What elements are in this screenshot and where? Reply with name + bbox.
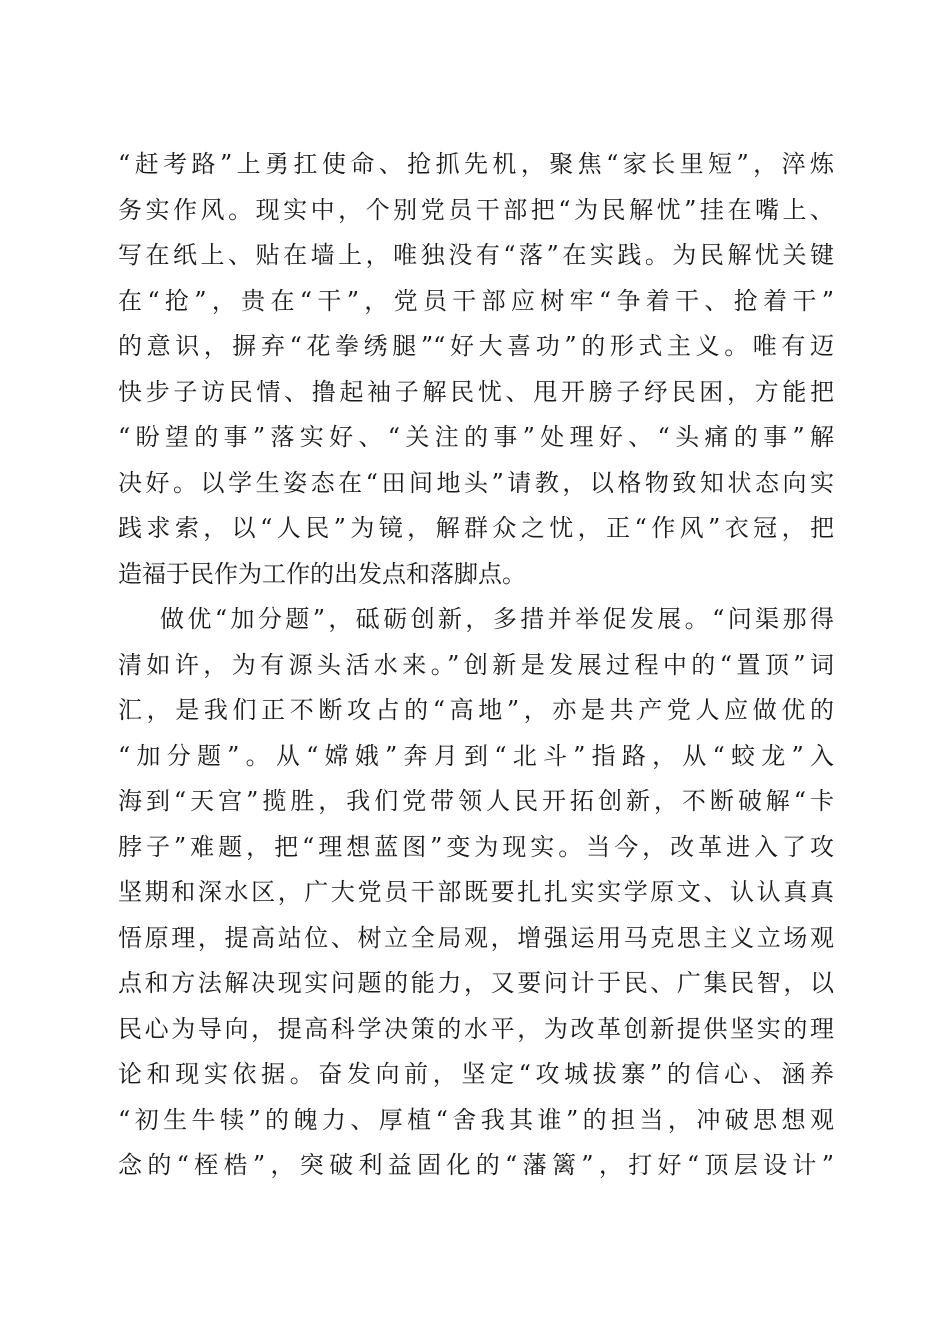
text-line: 民心为导向，提高科学决策的水平，为改革创新提供坚实的理 <box>118 1014 834 1043</box>
text-line: “初生牛犊”的魄力、厚植“舍我其谁”的担当，冲破思想观 <box>118 1105 834 1134</box>
text-line: 在“抢”，贵在“干”，党员干部应树牢“争着干、抢着干” <box>118 286 834 315</box>
text-line: 写在纸上、贴在墙上，唯独没有“落”在实践。为民解忧关键 <box>118 241 834 269</box>
paragraph-2 <box>118 597 834 1189</box>
text-line: 践求索，以“人民”为镜，解群众之忧，正“作风”衣冠，把 <box>118 514 834 542</box>
paragraph-1 <box>118 142 834 597</box>
text-line: 论和现实依据。奋发向前，坚定“攻城拔寨”的信心、涵养 <box>118 1060 834 1088</box>
text-line: 悟原理，提高站位、树立全局观，增强运用马克思主义立场观 <box>118 923 834 952</box>
text-line: 的意识，摒弃“花拳绣腿”“好大喜功”的形式主义。唯有迈 <box>118 332 834 360</box>
text-line: “盼望的事”落实好、“关注的事”处理好、“头痛的事”解 <box>118 423 834 451</box>
text-line: 坚期和深水区，广大党员干部既要扎扎实实学原文、认认真真 <box>118 878 834 906</box>
text-line: 快步子访民情、撸起袖子解民忧、甩开膀子纾民困，方能把 <box>118 377 834 406</box>
text-line: 造福于民作为工作的出发点和落脚点。 <box>118 559 526 588</box>
document-body <box>118 142 834 1189</box>
text-line: 脖子”难题，把“理想蓝图”变为现实。当今，改革进入了攻 <box>118 832 834 861</box>
text-line: 点和方法解决现实问题的能力，又要问计于民、广集民智，以 <box>118 969 834 997</box>
text-line: “赶考路”上勇扛使命、抢抓先机，聚焦“家长里短”，淬炼 <box>118 150 834 178</box>
text-line: 海到“天宫”揽胜，我们党带领人民开拓创新，不断破解“卡 <box>118 787 834 815</box>
text-line: 做优“加分题”，砥砺创新，多措并举促发展。“问渠那得 <box>160 605 834 633</box>
text-line: 念的“桎梏”，突破利益固化的“藩篱”，打好“顶层设计” <box>118 1151 834 1179</box>
text-line: 决好。以学生姿态在“田间地头”请教，以格物致知状态向实 <box>118 468 834 497</box>
text-line: 清如许，为有源头活水来。”创新是发展过程中的“置顶”词 <box>118 650 834 679</box>
text-line: “加分题”。从“嫦娥”奔月到“北斗”指路，从“蛟龙”入 <box>118 741 834 770</box>
text-line: 务实作风。现实中，个别党员干部把“为民解忧”挂在嘴上、 <box>118 195 834 224</box>
text-line: 汇，是我们正不断攻占的“高地”，亦是共产党人应做优的 <box>118 696 834 724</box>
